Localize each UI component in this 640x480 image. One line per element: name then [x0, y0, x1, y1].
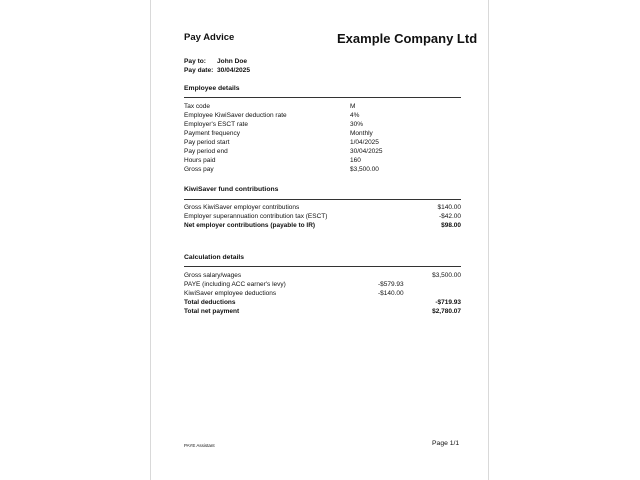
employee-detail-row — [184, 156, 461, 165]
row-value: $3,500.00 — [350, 166, 379, 173]
row-label: Hours paid — [184, 157, 216, 164]
row-label: Gross pay — [184, 166, 214, 173]
row-label: Net employer contributions (payable to IR) — [184, 222, 316, 229]
row-label: Employer superannuation contribution tax (ESCT) — [184, 213, 328, 220]
row-value: 1/04/2025 — [350, 139, 379, 146]
row-value: 30/04/2025 — [350, 148, 383, 155]
row-label: Employer's ESCT rate — [184, 121, 248, 128]
employee-detail-row — [184, 165, 461, 174]
row-amount: $3,500.00 — [432, 272, 461, 279]
row-subamount: -$140.00 — [378, 290, 404, 297]
total-net-payment-row — [184, 307, 461, 316]
kiwisaver-title: KiwiSaver fund contributions — [184, 186, 279, 193]
row-value: 4% — [350, 112, 360, 119]
pay-advice-page — [150, 0, 489, 480]
row-label: Total net payment — [184, 308, 240, 315]
row-value: 30% — [350, 121, 364, 128]
row-value: 160 — [350, 157, 361, 164]
row-label: Gross KiwiSaver employer contributions — [184, 204, 300, 211]
row-label: Payment frequency — [184, 130, 241, 137]
kiwisaver-total-row — [184, 221, 461, 230]
kiwisaver-row — [184, 203, 461, 212]
employee-detail-row — [184, 147, 461, 156]
row-label: Pay period end — [184, 148, 228, 155]
document-title: Pay Advice — [184, 32, 235, 43]
pay-date-label: Pay date: — [184, 67, 214, 74]
row-label: Gross salary/wages — [184, 272, 242, 279]
row-label: KiwiSaver employee deductions — [184, 290, 277, 297]
employee-detail-row — [184, 120, 461, 129]
pay-to-label: Pay to: — [184, 58, 206, 65]
pay-to-value: John Doe — [217, 58, 248, 65]
employee-details-title: Employee details — [184, 85, 240, 92]
row-label: Pay period start — [184, 139, 230, 146]
company-name: Example Company Ltd — [337, 31, 478, 46]
row-value: M — [350, 103, 356, 110]
total-deductions-row — [184, 298, 461, 307]
calculation-row — [184, 271, 461, 280]
row-amount: $2,780.07 — [432, 308, 461, 315]
pay-date-value: 30/04/2025 — [217, 67, 251, 74]
calculation-details-title: Calculation details — [184, 254, 245, 261]
employee-detail-row — [184, 129, 461, 138]
employee-detail-row — [184, 102, 461, 111]
page-number: Page 1/1 — [432, 440, 460, 447]
row-label: Total deductions — [184, 299, 236, 306]
row-amount: $140.00 — [437, 204, 461, 211]
kiwisaver-row — [184, 212, 461, 221]
employee-details-rule — [184, 97, 461, 98]
row-subamount: -$579.93 — [378, 281, 404, 288]
row-amount: -$719.93 — [435, 299, 461, 306]
row-label: Employee KiwiSaver deduction rate — [184, 112, 287, 119]
row-amount: -$42.00 — [438, 213, 461, 220]
employee-detail-row — [184, 111, 461, 120]
row-label: Tax code — [184, 103, 211, 110]
calculation-details-rule — [184, 266, 461, 267]
footer-app-name: PAYE Assistant — [184, 443, 215, 448]
row-label: PAYE (including ACC earner's levy) — [184, 281, 286, 288]
calculation-row — [184, 280, 461, 289]
employee-detail-row — [184, 138, 461, 147]
kiwisaver-rule — [184, 199, 461, 200]
calculation-row — [184, 289, 461, 298]
row-amount: $98.00 — [441, 222, 461, 229]
row-value: Monthly — [350, 130, 373, 137]
